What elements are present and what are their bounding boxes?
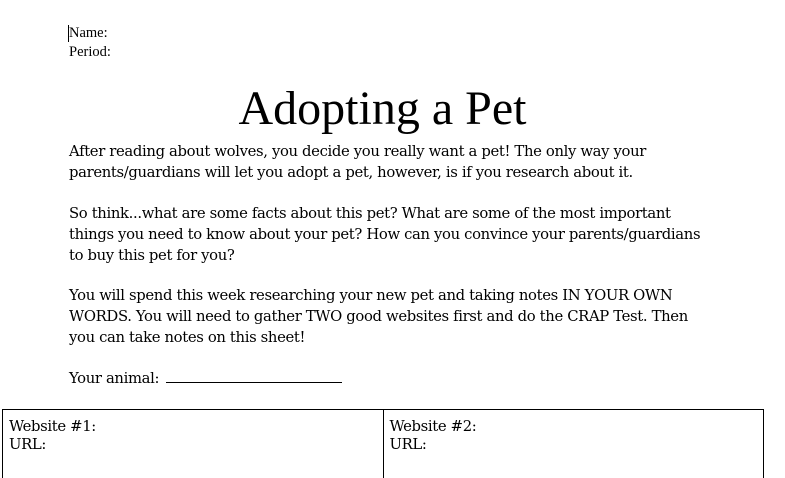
website-2-url-label: URL: (389, 436, 427, 453)
page-title: Adopting a Pet (238, 82, 527, 135)
instructions-paragraph: You will spend this week researching your new pet and taking notes IN YOUR OWN WORDS. You will need to gather TWO good websites first and do the CRAP Test. Then you can take notes on this sheet! (69, 287, 688, 346)
name-label: Name: (69, 25, 108, 41)
animal-field[interactable] (69, 367, 342, 389)
websites-table (2, 409, 764, 478)
intro-paragraph: After reading about wolves, you decide you really want a pet! The only way your parents/guardians will let you adopt a pet, however, is if you research about it. (69, 143, 646, 181)
period-label: Period: (69, 44, 111, 60)
website-2-label: Website #2: (389, 418, 477, 435)
website-1-url-label: URL: (9, 436, 47, 453)
animal-blank[interactable] (166, 367, 342, 383)
website-1-label: Website #1: (9, 418, 96, 435)
animal-prompt: Your animal: (69, 370, 160, 387)
website-2-cell[interactable] (383, 410, 764, 478)
website-1-cell[interactable] (3, 410, 383, 478)
questions-paragraph: So think...what are some facts about this pet? What are some of the most important things you need to know about your pet? How can you convince your parents/guardians to buy this pet for you? (69, 205, 701, 264)
